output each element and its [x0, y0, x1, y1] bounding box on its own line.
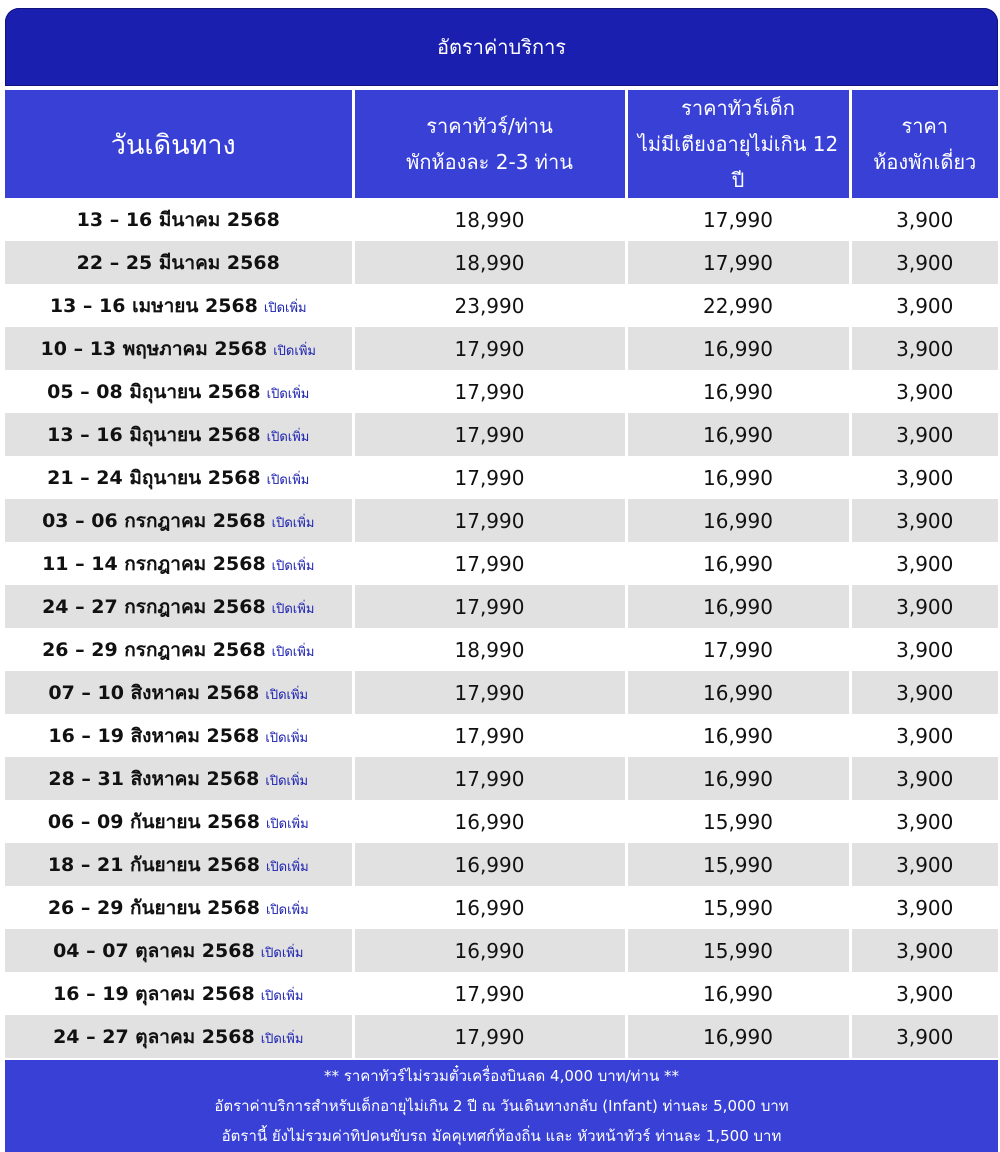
table-row	[5, 198, 998, 241]
page-title: อัตราค่าบริการ	[436, 35, 567, 59]
date-cell	[5, 1015, 353, 1058]
single-room-cell: 3,900	[850, 585, 998, 628]
child-price-cell: 17,990	[626, 241, 850, 284]
table-row	[5, 757, 998, 800]
table-header	[5, 90, 998, 198]
open-more-tag: เปิดเพิ่ม	[265, 687, 309, 703]
table-row	[5, 800, 998, 843]
table-row	[5, 714, 998, 757]
adult-price-cell: 18,990	[353, 241, 626, 284]
table-row	[5, 929, 998, 972]
table-row	[5, 628, 998, 671]
travel-date: 10 – 13 พฤษภาคม 2568	[40, 337, 268, 360]
open-more-tag: เปิดเพิ่ม	[271, 558, 315, 574]
open-more-tag: เปิดเพิ่ม	[265, 816, 309, 832]
open-more-tag: เปิดเพิ่ม	[271, 644, 315, 660]
travel-date: 22 – 25 มีนาคม 2568	[76, 251, 280, 274]
table-row	[5, 1015, 998, 1058]
adult-price-cell: 16,990	[353, 843, 626, 886]
table-row	[5, 241, 998, 284]
single-room-cell: 3,900	[850, 757, 998, 800]
single-room-cell: 3,900	[850, 370, 998, 413]
header-date: วันเดินทาง	[5, 90, 353, 198]
child-price-cell: 16,990	[626, 1015, 850, 1058]
open-more-tag: เปิดเพิ่ม	[265, 902, 309, 918]
travel-date: 28 – 31 สิงหาคม 2568	[48, 767, 260, 790]
child-price-cell: 16,990	[626, 585, 850, 628]
date-cell	[5, 499, 353, 542]
header-adult-line2: พักห้องละ 2-3 ท่าน	[406, 150, 573, 174]
child-price-cell: 15,990	[626, 886, 850, 929]
open-more-tag: เปิดเพิ่ม	[271, 515, 315, 531]
date-cell	[5, 843, 353, 886]
open-more-tag: เปิดเพิ่ม	[266, 386, 310, 402]
adult-price-cell: 17,990	[353, 456, 626, 499]
adult-price-cell: 17,990	[353, 413, 626, 456]
date-cell	[5, 585, 353, 628]
single-room-cell: 3,900	[850, 542, 998, 585]
travel-date: 06 – 09 กันยายน 2568	[47, 810, 260, 833]
child-price-cell: 16,990	[626, 370, 850, 413]
travel-date: 04 – 07 ตุลาคม 2568	[53, 939, 255, 962]
adult-price-cell: 17,990	[353, 370, 626, 413]
header-adult-price	[353, 90, 626, 198]
date-cell	[5, 671, 353, 714]
adult-price-cell: 18,990	[353, 628, 626, 671]
header-child-line2: ไม่มีเตียงอายุไม่เกิน 12 ปี	[637, 132, 839, 192]
single-room-cell: 3,900	[850, 241, 998, 284]
child-price-cell: 15,990	[626, 800, 850, 843]
single-room-cell: 3,900	[850, 1015, 998, 1058]
single-room-cell: 3,900	[850, 413, 998, 456]
travel-date: 07 – 10 สิงหาคม 2568	[48, 681, 260, 704]
date-cell	[5, 757, 353, 800]
header-single-room	[850, 90, 998, 198]
table-row	[5, 542, 998, 585]
single-room-cell: 3,900	[850, 972, 998, 1015]
open-more-tag: เปิดเพิ่ม	[266, 429, 310, 445]
date-cell	[5, 413, 353, 456]
open-more-tag: เปิดเพิ่ม	[266, 472, 310, 488]
title-banner	[5, 8, 998, 86]
header-single-line2: ห้องพักเดี่ยว	[873, 150, 977, 174]
single-room-cell: 3,900	[850, 671, 998, 714]
adult-price-cell: 23,990	[353, 284, 626, 327]
footer-notes	[5, 1060, 998, 1152]
footer-note-3: อัตรานี้ ยังไม่รวมค่าทิปคนขับรถ มัคคุเทศก์ท้องถิ่น และ หัวหน้าทัวร์ ท่านละ 1,500 บาท	[221, 1127, 782, 1145]
open-more-tag: เปิดเพิ่ม	[260, 1031, 304, 1047]
child-price-cell: 15,990	[626, 843, 850, 886]
travel-date: 13 – 16 เมษายน 2568	[49, 294, 258, 317]
travel-date: 26 – 29 กรกฎาคม 2568	[42, 638, 266, 661]
adult-price-cell: 17,990	[353, 714, 626, 757]
footer-note-2: อัตราค่าบริการสำหรับเด็กอายุไม่เกิน 2 ปี ณ วันเดินทางกลับ (Infant) ท่านละ 5,000 บาท	[214, 1097, 789, 1115]
date-cell	[5, 198, 353, 241]
table-row	[5, 327, 998, 370]
travel-date: 16 – 19 สิงหาคม 2568	[48, 724, 260, 747]
travel-date: 13 – 16 มิถุนายน 2568	[47, 423, 261, 446]
date-cell	[5, 929, 353, 972]
single-room-cell: 3,900	[850, 800, 998, 843]
header-child-price	[626, 90, 850, 198]
child-price-cell: 16,990	[626, 972, 850, 1015]
date-cell	[5, 972, 353, 1015]
date-cell	[5, 886, 353, 929]
header-adult-line1: ราคาทัวร์/ท่าน	[426, 114, 553, 138]
single-room-cell: 3,900	[850, 843, 998, 886]
child-price-cell: 16,990	[626, 327, 850, 370]
footer-note-1: ** ราคาทัวร์ไม่รวมตั๋วเครื่องบินลด 4,000 บาท/ท่าน **	[324, 1067, 679, 1085]
travel-date: 24 – 27 ตุลาคม 2568	[53, 1025, 255, 1048]
open-more-tag: เปิดเพิ่ม	[265, 730, 309, 746]
travel-date: 26 – 29 กันยายน 2568	[47, 896, 260, 919]
adult-price-cell: 18,990	[353, 198, 626, 241]
date-cell	[5, 542, 353, 585]
open-more-tag: เปิดเพิ่ม	[265, 859, 309, 875]
single-room-cell: 3,900	[850, 198, 998, 241]
adult-price-cell: 16,990	[353, 800, 626, 843]
table-row	[5, 499, 998, 542]
table-row	[5, 671, 998, 714]
child-price-cell: 16,990	[626, 542, 850, 585]
open-more-tag: เปิดเพิ่ม	[260, 988, 304, 1004]
date-cell	[5, 800, 353, 843]
single-room-cell: 3,900	[850, 327, 998, 370]
child-price-cell: 16,990	[626, 499, 850, 542]
open-more-tag: เปิดเพิ่ม	[265, 773, 309, 789]
single-room-cell: 3,900	[850, 499, 998, 542]
table-row	[5, 456, 998, 499]
table-row	[5, 972, 998, 1015]
adult-price-cell: 17,990	[353, 1015, 626, 1058]
adult-price-cell: 16,990	[353, 929, 626, 972]
adult-price-cell: 17,990	[353, 542, 626, 585]
table-row	[5, 413, 998, 456]
table-row	[5, 585, 998, 628]
travel-date: 11 – 14 กรกฎาคม 2568	[42, 552, 266, 575]
child-price-cell: 16,990	[626, 456, 850, 499]
date-cell	[5, 628, 353, 671]
child-price-cell: 16,990	[626, 757, 850, 800]
open-more-tag: เปิดเพิ่ม	[263, 300, 307, 316]
travel-date: 13 – 16 มีนาคม 2568	[76, 208, 280, 231]
child-price-cell: 16,990	[626, 714, 850, 757]
header-row	[5, 90, 998, 198]
single-room-cell: 3,900	[850, 886, 998, 929]
single-room-cell: 3,900	[850, 714, 998, 757]
adult-price-cell: 17,990	[353, 671, 626, 714]
single-room-cell: 3,900	[850, 456, 998, 499]
open-more-tag: เปิดเพิ่ม	[260, 945, 304, 961]
travel-date: 03 – 06 กรกฎาคม 2568	[42, 509, 266, 532]
adult-price-cell: 17,990	[353, 327, 626, 370]
date-cell	[5, 456, 353, 499]
adult-price-cell: 16,990	[353, 886, 626, 929]
travel-date: 18 – 21 กันยายน 2568	[47, 853, 260, 876]
child-price-cell: 17,990	[626, 628, 850, 671]
adult-price-cell: 17,990	[353, 585, 626, 628]
travel-date: 21 – 24 มิถุนายน 2568	[47, 466, 261, 489]
date-cell	[5, 714, 353, 757]
date-cell	[5, 370, 353, 413]
date-cell	[5, 241, 353, 284]
travel-date: 05 – 08 มิถุนายน 2568	[47, 380, 261, 403]
header-single-line1: ราคา	[901, 114, 949, 138]
child-price-cell: 15,990	[626, 929, 850, 972]
child-price-cell: 17,990	[626, 198, 850, 241]
single-room-cell: 3,900	[850, 284, 998, 327]
single-room-cell: 3,900	[850, 929, 998, 972]
date-cell	[5, 327, 353, 370]
price-table	[5, 90, 998, 1058]
single-room-cell: 3,900	[850, 628, 998, 671]
table-row	[5, 886, 998, 929]
open-more-tag: เปิดเพิ่ม	[273, 343, 316, 359]
child-price-cell: 16,990	[626, 671, 850, 714]
table-row	[5, 843, 998, 886]
travel-date: 16 – 19 ตุลาคม 2568	[53, 982, 255, 1005]
open-more-tag: เปิดเพิ่ม	[271, 601, 315, 617]
travel-date: 24 – 27 กรกฎาคม 2568	[42, 595, 266, 618]
table-row	[5, 370, 998, 413]
price-document	[5, 8, 998, 1152]
date-cell	[5, 284, 353, 327]
table-body	[5, 198, 998, 1058]
table-row	[5, 284, 998, 327]
adult-price-cell: 17,990	[353, 972, 626, 1015]
adult-price-cell: 17,990	[353, 499, 626, 542]
child-price-cell: 22,990	[626, 284, 850, 327]
header-child-line1: ราคาทัวร์เด็ก	[681, 96, 795, 120]
adult-price-cell: 17,990	[353, 757, 626, 800]
child-price-cell: 16,990	[626, 413, 850, 456]
